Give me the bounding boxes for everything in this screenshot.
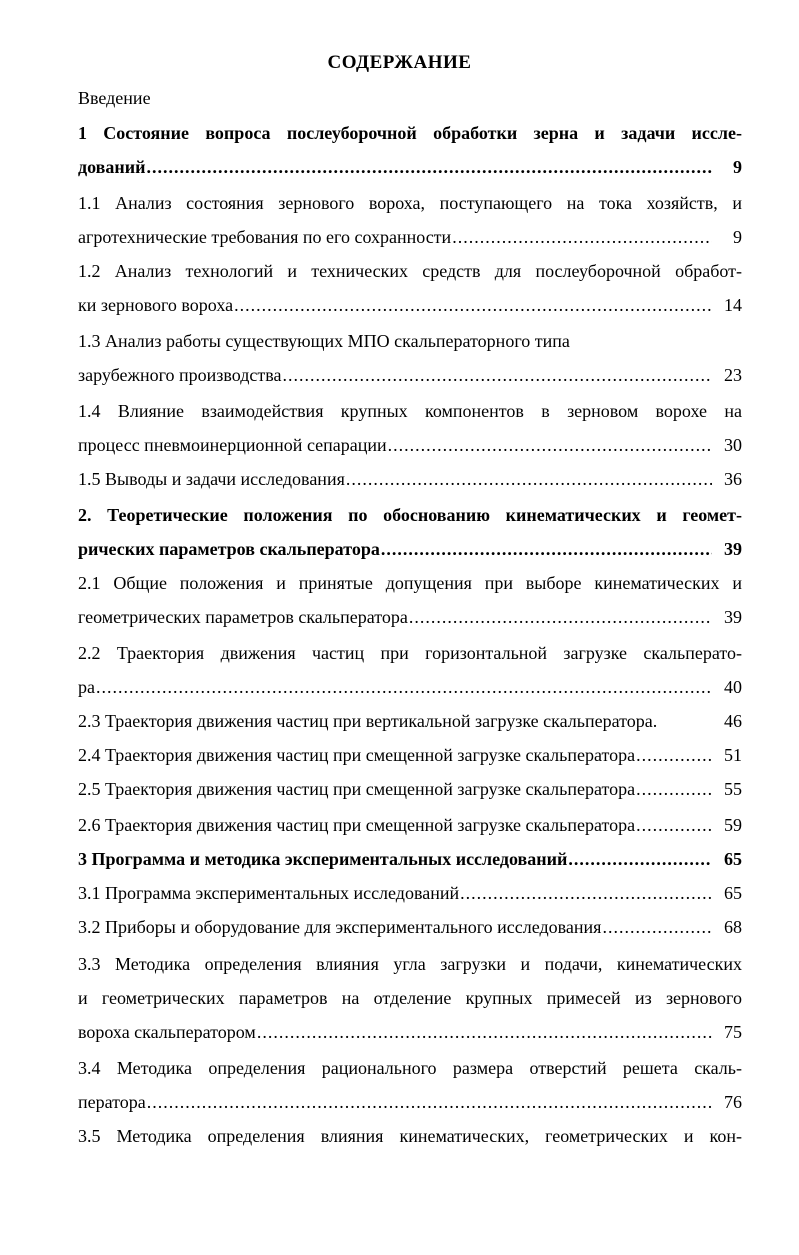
page-number: 75 <box>724 1022 742 1042</box>
toc-entry-leader: 3.1 Программа экспериментальных исследований ..... 65 <box>78 881 742 905</box>
toc-entry-line: 3.5 Методика определения влияния кинематических, геометрических и кон- <box>78 1126 742 1146</box>
page-number: 59 <box>724 815 742 835</box>
page-number: 65 <box>724 883 742 903</box>
toc-entry-leader: 2.3 Траектория движения частиц при вертикальной загрузке скальператора. 46 <box>78 711 742 731</box>
toc-entry-leader: 3.2 Приборы и оборудование для экспериментального исследования ..... 68 <box>78 915 742 939</box>
page-number: 9 <box>733 157 742 177</box>
page-number: 76 <box>724 1092 742 1112</box>
toc-entry-leader: 2.5 Траектория движения частиц при смещенной загрузке скальператора ..... 55 <box>78 777 742 801</box>
toc-entry-line: 2.2 Траектория движения частиц при горизонтальной загрузке скальперато- <box>78 643 742 663</box>
toc-intro: Введение <box>78 88 151 108</box>
toc-entry-leader: 2.6 Траектория движения частиц при смещенной загрузке скальператора ..... 59 <box>78 813 742 837</box>
page-number: 39 <box>724 607 742 627</box>
toc-entry-leader: агротехнические требования по его сохранности ..... 9 <box>78 225 742 249</box>
toc-entry-leader: вороха скальператором ..... 75 <box>78 1020 742 1044</box>
page-number: 46 <box>724 711 742 731</box>
page-number: 9 <box>733 227 742 247</box>
toc-entry-leader: ператора ..... 76 <box>78 1090 742 1114</box>
toc-entry-line: и геометрических параметров на отделение крупных примесей из зернового <box>78 988 742 1008</box>
page-number: 39 <box>724 539 742 559</box>
toc-entry-line: 3.3 Методика определения влияния угла загрузки и подачи, кинематических <box>78 954 742 974</box>
toc-entry-line: 3.4 Методика определения рационального размера отверстий решета скаль- <box>78 1058 742 1078</box>
page-number: 40 <box>724 677 742 697</box>
toc-entry-leader: ки зернового вороха ..... 14 <box>78 293 742 317</box>
toc-entry-line: 1.3 Анализ работы существующих МПО скальператорного типа <box>78 331 570 351</box>
toc-entry-line: 1.2 Анализ технологий и технических средств для послеуборочной обработ- <box>78 261 742 281</box>
toc-entry-leader: рических параметров скальператора ..... 39 <box>78 537 742 561</box>
toc-entry-line: 2. Теоретические положения по обоснованию кинематических и геомет- <box>78 505 742 525</box>
page-number: 55 <box>724 779 742 799</box>
page-number: 14 <box>724 295 742 315</box>
page-title: СОДЕРЖАНИЕ <box>327 52 472 73</box>
toc-entry-leader: геометрических параметров скальператора ..... 39 <box>78 605 742 629</box>
toc-entry-line: 1.1 Анализ состояния зернового вороха, поступающего на тока хозяйств, и <box>78 193 742 213</box>
toc-entry-leader: процесс пневмоинерционной сепарации ..... 30 <box>78 433 742 457</box>
toc-entry-leader: зарубежного производства ..... 23 <box>78 363 742 387</box>
toc-entry-leader: дований ..... 9 <box>78 155 742 179</box>
page-number: 30 <box>724 435 742 455</box>
toc-entry-line: 2.1 Общие положения и принятые допущения при выборе кинематических и <box>78 573 742 593</box>
page-number: 68 <box>724 917 742 937</box>
page-number: 36 <box>724 469 742 489</box>
page-number: 23 <box>724 365 742 385</box>
toc-entry-line: 1.4 Влияние взаимодействия крупных компонентов в зерновом ворохе на <box>78 401 742 421</box>
toc-entry-leader: 1.5 Выводы и задачи исследования ..... 36 <box>78 467 742 491</box>
toc-entry-line: 1 Состояние вопроса послеуборочной обработки зерна и задачи иссле- <box>78 123 742 143</box>
toc-entry-leader: 2.4 Траектория движения частиц при смещенной загрузке скальператора ..... 51 <box>78 743 742 767</box>
page-number: 65 <box>724 849 742 869</box>
page-number: 51 <box>724 745 742 765</box>
toc-entry-leader: 3 Программа и методика экспериментальных исследований ..... 65 <box>78 847 742 871</box>
toc-entry-leader: ра ..... 40 <box>78 675 742 699</box>
